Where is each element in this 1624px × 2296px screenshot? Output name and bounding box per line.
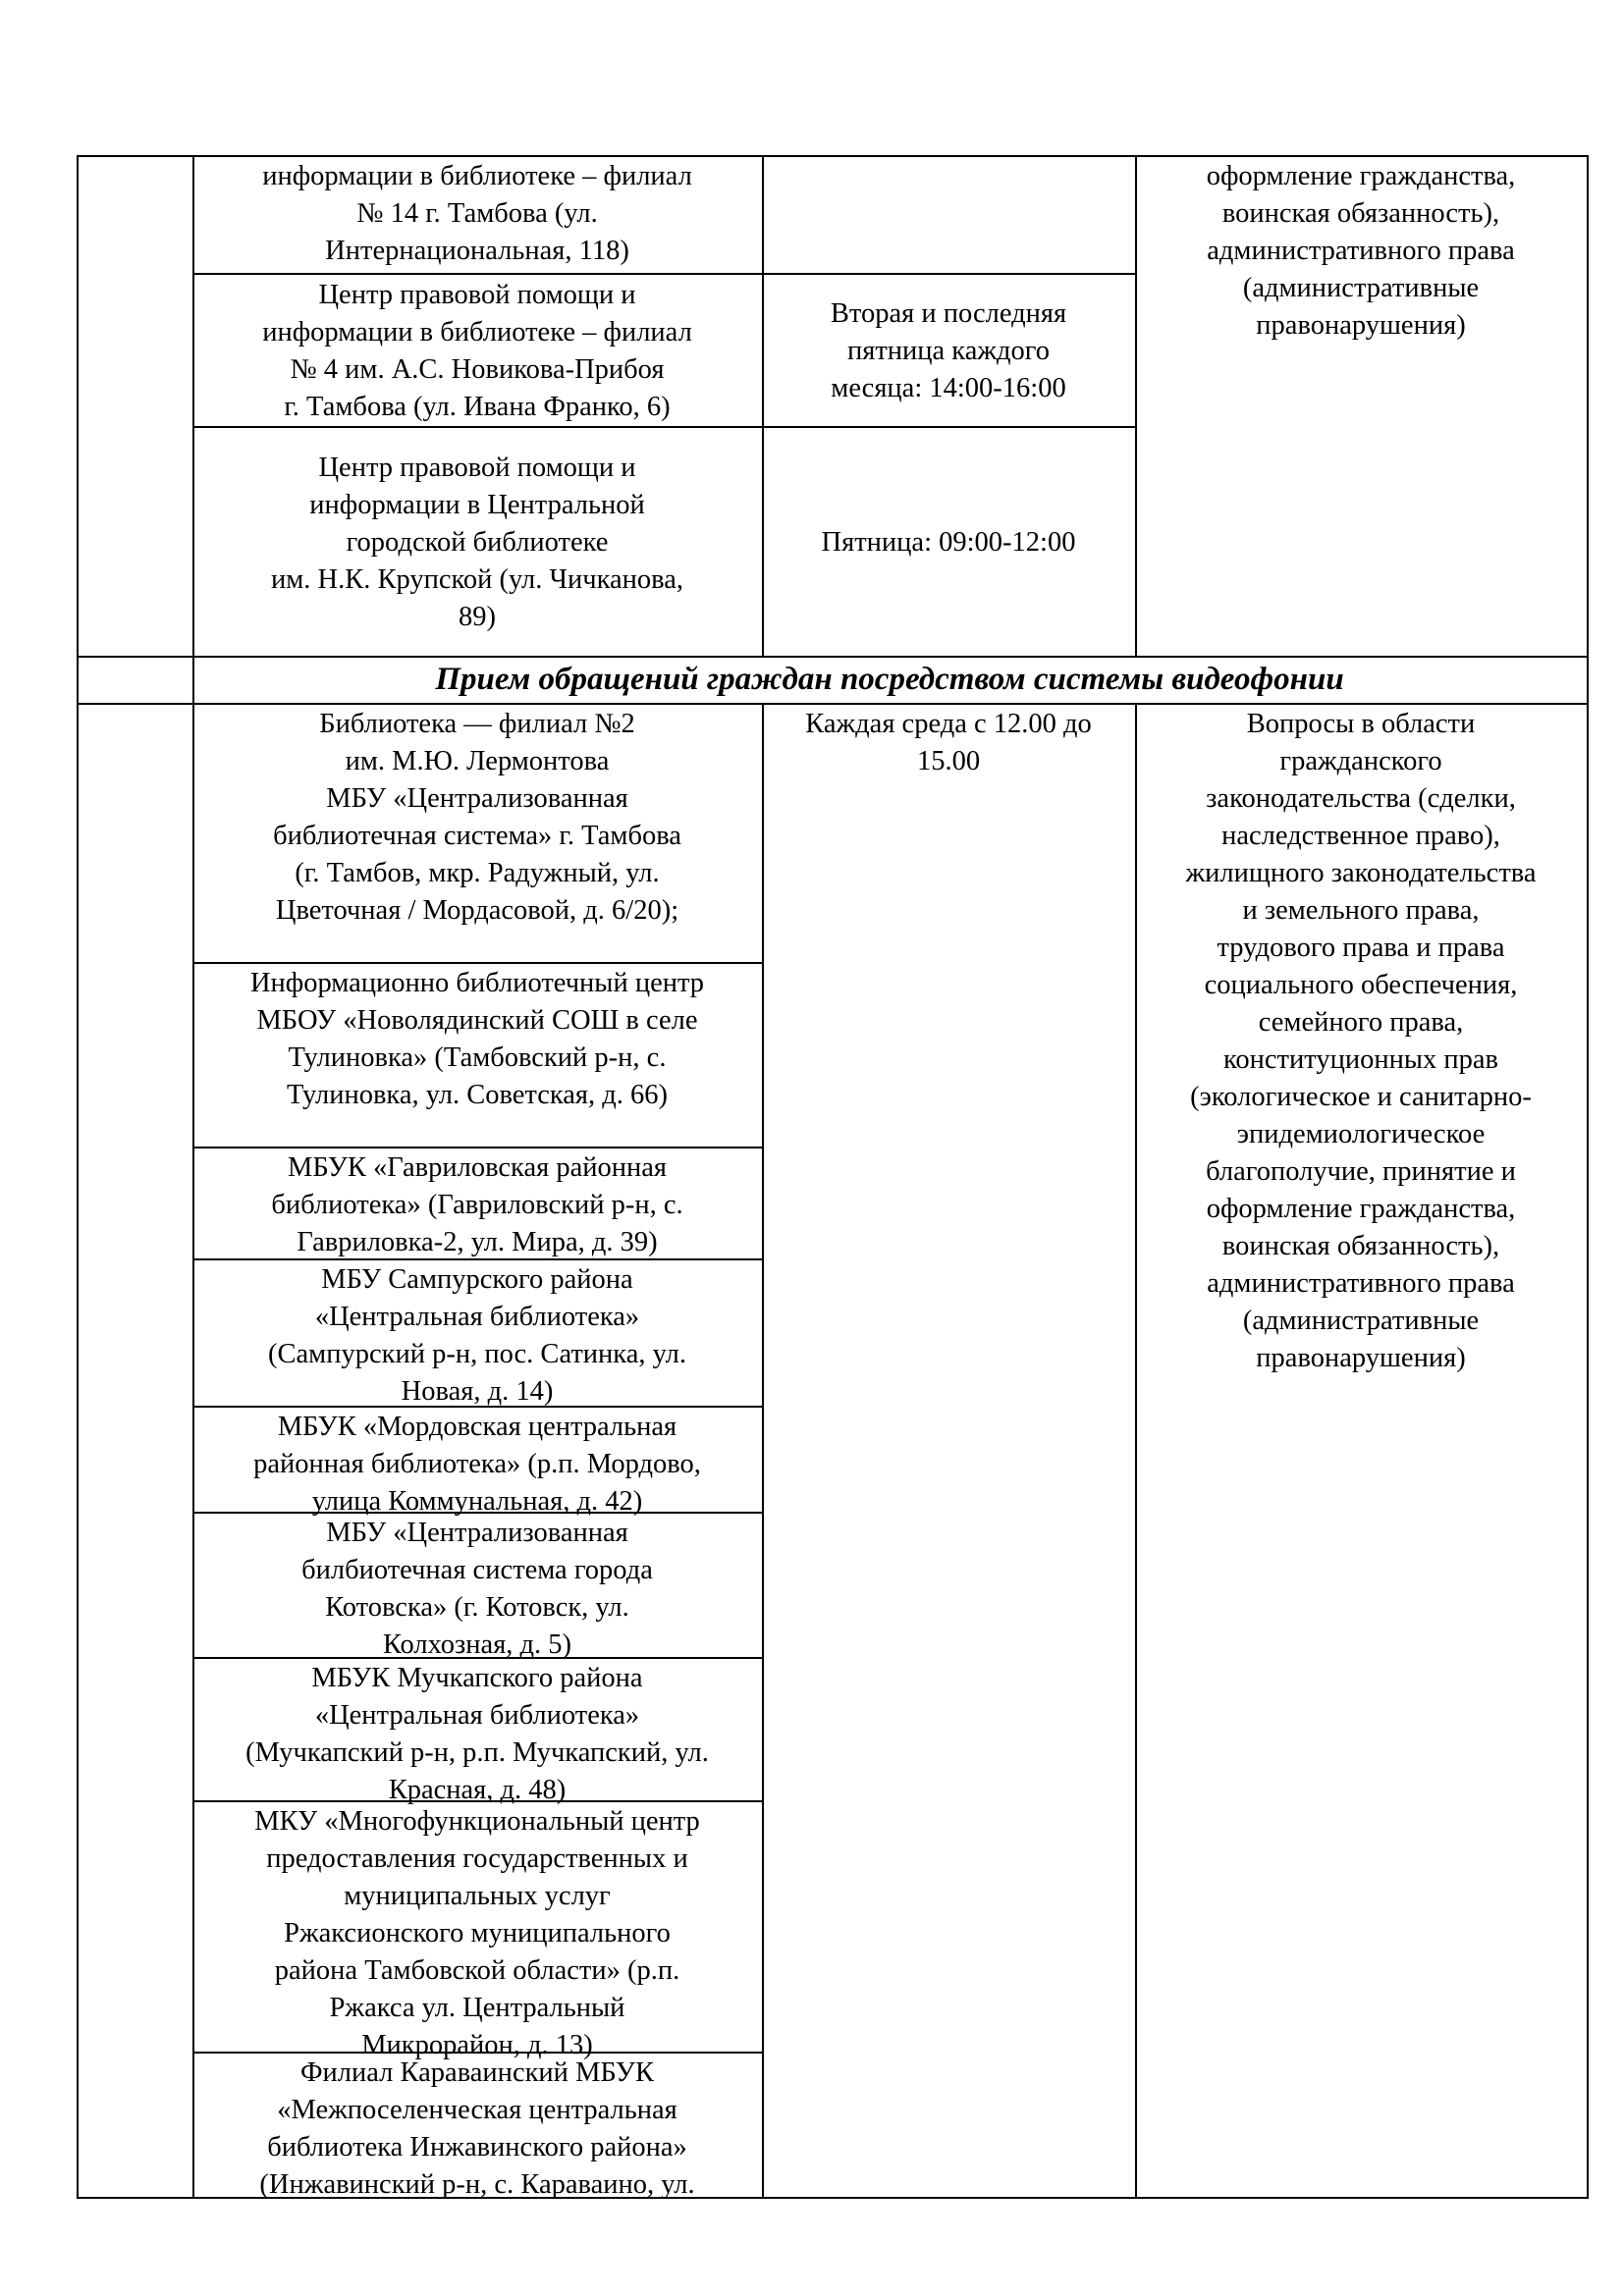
text-line: Центр правовой помощи и [318,279,636,310]
text-line: оформление гражданства, [1206,1194,1516,1224]
text-line: Вопросы в области [1246,709,1476,739]
library-address-cell [192,1149,762,1258]
legal-topics-cell [1135,158,1587,656]
text-line: Котовска» (г. Котовск, ул. [325,1592,629,1623]
library-address-cell [192,706,762,962]
text-line: Микрорайон, д. 13) [361,2030,593,2060]
table-horizontal-rule [192,426,1135,428]
text-line: МБУ «Централизованная [326,1518,628,1548]
schedule-time-cell [762,276,1135,426]
library-address-cell [192,158,762,273]
text-line: благополучие, принятие и [1206,1156,1516,1187]
text-line: оформление гражданства, [1206,161,1516,191]
text-line: (Инжавинский р-н, с. Караваино, ул. [259,2169,695,2200]
library-address-cell [192,965,762,1147]
text-line: административного права [1207,1268,1515,1299]
text-line: пятница каждого [846,335,1051,366]
text-line: правонарушения) [1256,1343,1466,1373]
text-line: № 14 г. Тамбова (ул. [356,198,598,229]
text-line: наследственное право), [1221,821,1500,851]
text-line: (Мучкапский р-н, р.п. Мучкапский, ул. [245,1737,709,1768]
text-line: МБУ Сампурского района [321,1264,633,1295]
text-line: Колхозная, д. 5) [382,1629,572,1660]
text-line: Пятница: 09:00-12:00 [821,526,1076,558]
text-line: трудового права и права [1217,933,1505,963]
legal-topics-cell [1135,706,1587,2197]
text-line: МБУК «Гавриловская районная [287,1152,668,1183]
text-line: Новая, д. 14) [401,1376,554,1407]
text-line: информации в библиотеке – филиал [262,161,692,191]
text-line: законодательства (сделки, [1206,783,1516,814]
library-address-cell [192,2055,762,2200]
table-horizontal-rule [77,155,1589,157]
text-line: № 4 им. А.С. Новикова-Прибоя [290,353,665,385]
text-line: информации в Центральной [309,489,645,520]
text-line: МБУК Мучкапского района [311,1663,643,1693]
text-line: МБУК «Мордовская центральная [277,1412,677,1442]
text-line: МКУ «Многофункциональный центр [254,1806,700,1837]
text-line: «Центральная библиотека» [314,1700,640,1731]
text-line: городской библиотеке [346,526,609,558]
text-line: билбиотечная система города [301,1555,653,1585]
section-heading: Прием обращений граждан посредством системы видеофонии [435,661,1344,697]
text-line: (г. Тамбов, мкр. Радужный, ул. [295,858,660,888]
text-line: 15.00 [916,746,981,776]
text-line: библиотечная система» г. Тамбова [273,821,681,851]
text-line: муниципальных услуг [344,1881,611,1911]
text-line: Цветочная / Мордасовой, д. 6/20); [275,895,679,926]
schedule-time-cell [762,429,1135,656]
table-horizontal-rule [192,273,1135,275]
text-line: административного права [1207,236,1515,266]
text-line: района Тамбовской области» (р.п. [274,1955,680,1986]
library-address-cell [192,276,762,426]
table-vertical-rule [77,155,79,2199]
text-line: (административные [1242,273,1480,303]
text-line: Тулиновка» (Тамбовский р-н, с. [288,1042,667,1073]
text-line: гражданского [1279,746,1442,776]
text-line: Библиотека — филиал №2 [319,709,635,739]
text-line: Интернациональная, 118) [325,236,629,266]
text-line: (Сампурский р-н, пос. Сатинка, ул. [268,1339,686,1369]
text-line: информации в библиотеке – филиал [262,316,692,347]
text-line: им. М.Ю. Лермонтова [345,746,610,776]
text-line: месяца: 14:00-16:00 [831,372,1066,403]
text-line: Информационно библиотечный центр [249,968,705,998]
text-line: Центр правовой помощи и [318,452,636,483]
text-line: районная библиотека» (р.п. Мордово, [253,1449,701,1479]
library-address-cell [192,1803,762,2060]
text-line: Красная, д. 48) [388,1775,567,1805]
text-line: семейного права, [1258,1007,1464,1038]
text-line: предоставления государственных и [266,1843,688,1874]
text-line: «Межпоселенческая центральная [277,2095,677,2125]
text-line: эпидемиологическое [1236,1119,1486,1149]
text-line: 89) [459,601,496,632]
text-line: МБУ «Централизованная [326,783,628,814]
schedule-time-cell [762,706,1135,2197]
text-line: воинская обязанность), [1221,198,1500,229]
text-line: библиотека Инжавинского района» [267,2132,687,2163]
library-address-cell [192,1515,762,1660]
text-line: библиотека» (Гавриловский р-н, с. [271,1190,683,1220]
text-line: Вторая и последняя [830,297,1067,329]
text-line: Каждая среда с 12.00 до [805,709,1092,739]
text-line: Ржаксионского муниципального [284,1918,671,1949]
text-line: «Центральная библиотека» [314,1302,640,1332]
library-address-cell [192,1660,762,1805]
library-address-cell [192,1409,762,1517]
text-line: Тулиновка, ул. Советская, д. 66) [286,1080,669,1110]
text-line: Ржакса ул. Центральный [329,1993,625,2023]
text-line: Филиал Караваинский МБУК [300,2057,654,2088]
table-vertical-rule [1587,155,1589,2199]
text-line: конституционных прав [1223,1044,1498,1075]
text-line: правонарушения) [1256,310,1466,341]
text-line: (административные [1242,1306,1480,1336]
text-line: улица Коммунальная, д. 42) [311,1486,643,1517]
text-line: (экологическое и санитарно- [1190,1082,1532,1112]
library-address-cell [192,1261,762,1406]
text-line: социального обеспечения, [1204,970,1518,1000]
table-horizontal-rule [77,703,1589,705]
text-line: воинская обязанность), [1221,1231,1500,1261]
text-line: жилищного законодательства [1185,858,1537,888]
text-line: и земельного права, [1242,895,1480,926]
table-horizontal-rule [192,1147,762,1148]
text-line: Гавриловка-2, ул. Мира, д. 39) [297,1227,658,1257]
text-line: г. Тамбова (ул. Ивана Франко, 6) [284,391,671,422]
text-line: им. Н.К. Крупской (ул. Чичканова, [270,563,684,595]
table-horizontal-rule [192,962,762,964]
text-line: МБОУ «Новолядинский СОШ в селе [256,1005,698,1036]
library-address-cell [192,429,762,656]
